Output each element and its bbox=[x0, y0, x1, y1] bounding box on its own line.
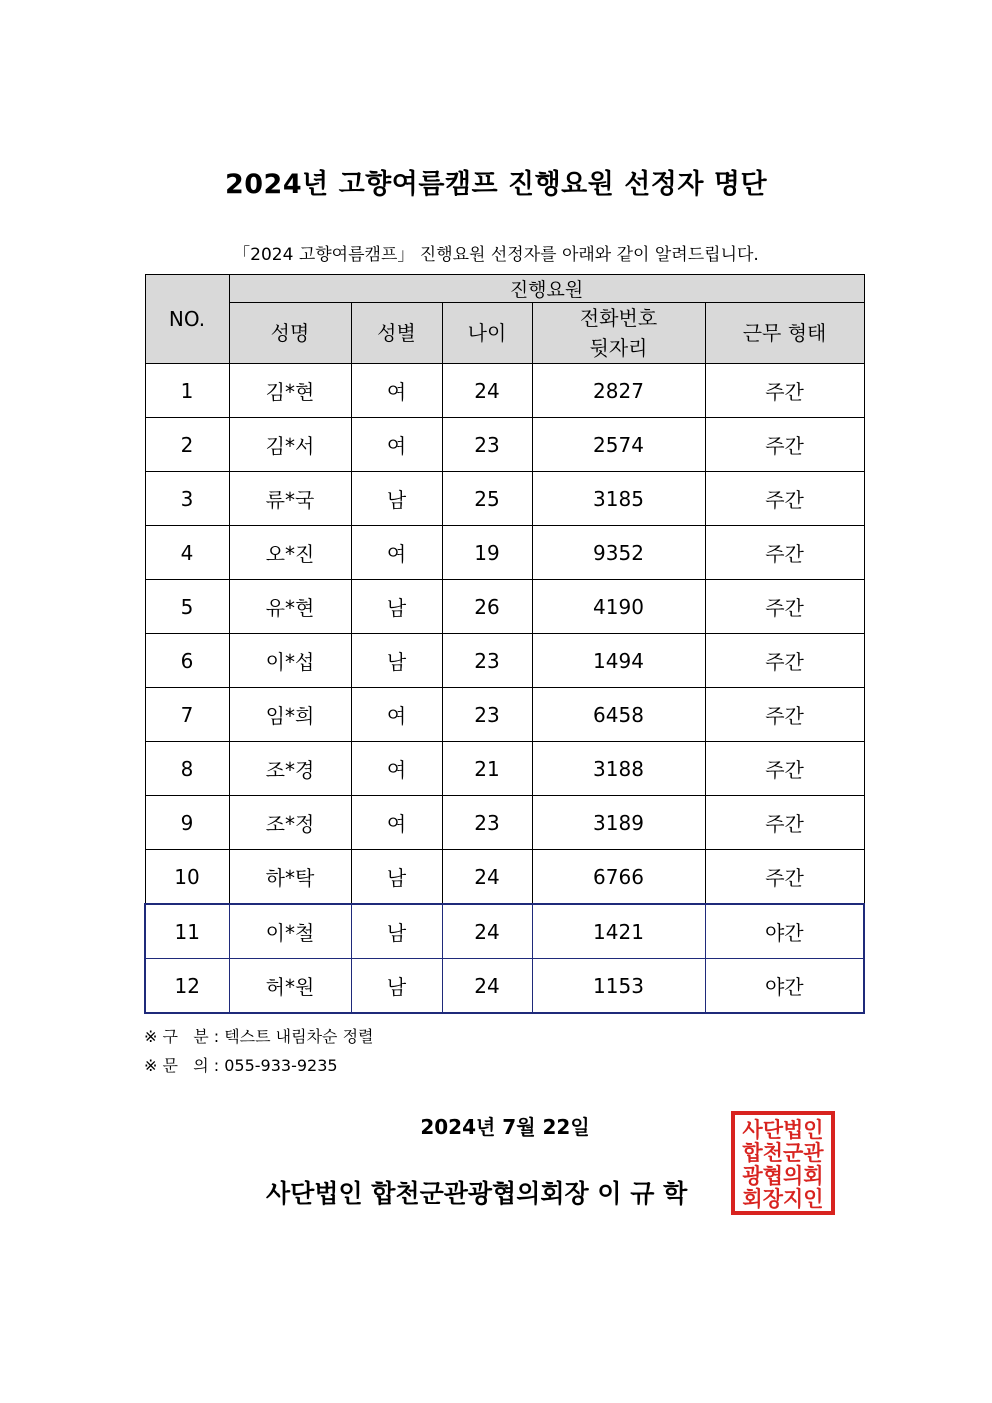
cell-work-type: 야간 bbox=[705, 904, 864, 959]
header-phone-line1: 전화번호 bbox=[579, 306, 658, 330]
staff-roster-table bbox=[144, 274, 865, 1014]
cell-age: 24 bbox=[442, 850, 532, 905]
table-row bbox=[145, 688, 864, 742]
cell-no: 3 bbox=[145, 472, 229, 526]
header-no: NO. bbox=[145, 275, 229, 364]
header-phone-line2: 뒷자리 bbox=[589, 336, 648, 360]
table-row bbox=[145, 742, 864, 796]
cell-no: 5 bbox=[145, 580, 229, 634]
table-row bbox=[145, 796, 864, 850]
cell-age: 23 bbox=[442, 796, 532, 850]
cell-work-type: 주간 bbox=[705, 418, 864, 472]
cell-name: 김*현 bbox=[229, 364, 351, 418]
cell-phone: 4190 bbox=[532, 580, 705, 634]
cell-name: 하*탁 bbox=[229, 850, 351, 905]
cell-gender: 여 bbox=[351, 418, 442, 472]
cell-age: 23 bbox=[442, 418, 532, 472]
cell-gender: 남 bbox=[351, 850, 442, 905]
cell-name: 유*현 bbox=[229, 580, 351, 634]
cell-name: 오*진 bbox=[229, 526, 351, 580]
table-row bbox=[145, 418, 864, 472]
cell-work-type: 주간 bbox=[705, 472, 864, 526]
table-row bbox=[145, 850, 864, 905]
cell-name: 이*철 bbox=[229, 904, 351, 959]
cell-age: 23 bbox=[442, 634, 532, 688]
cell-no: 12 bbox=[145, 959, 229, 1014]
cell-work-type: 주간 bbox=[705, 526, 864, 580]
cell-work-type: 주간 bbox=[705, 580, 864, 634]
header-group-staff: 진행요원 bbox=[229, 275, 864, 303]
table-row bbox=[145, 580, 864, 634]
cell-age: 25 bbox=[442, 472, 532, 526]
signature-line: 사단법인 합천군관광협의회장 이 규 학 bbox=[266, 1179, 688, 1208]
cell-work-type: 주간 bbox=[705, 796, 864, 850]
cell-age: 24 bbox=[442, 364, 532, 418]
cell-no: 7 bbox=[145, 688, 229, 742]
cell-work-type: 주간 bbox=[705, 850, 864, 905]
cell-phone: 1494 bbox=[532, 634, 705, 688]
cell-age: 23 bbox=[442, 688, 532, 742]
cell-no: 9 bbox=[145, 796, 229, 850]
cell-gender: 남 bbox=[351, 959, 442, 1014]
note-contact: ※ 문 의 : 055-933-9235 bbox=[144, 1056, 338, 1075]
cell-work-type: 야간 bbox=[705, 959, 864, 1014]
document-date: 2024년 7월 22일 bbox=[420, 1115, 590, 1139]
cell-gender: 남 bbox=[351, 472, 442, 526]
cell-phone: 2827 bbox=[532, 364, 705, 418]
header-phone bbox=[532, 303, 705, 364]
cell-no: 10 bbox=[145, 850, 229, 905]
table-row bbox=[145, 472, 864, 526]
cell-phone: 2574 bbox=[532, 418, 705, 472]
header-gender: 성별 bbox=[351, 303, 442, 364]
cell-age: 19 bbox=[442, 526, 532, 580]
header-work-type: 근무 형태 bbox=[705, 303, 864, 364]
cell-name: 임*희 bbox=[229, 688, 351, 742]
cell-phone: 6766 bbox=[532, 850, 705, 905]
cell-age: 26 bbox=[442, 580, 532, 634]
cell-age: 24 bbox=[442, 904, 532, 959]
note-sort-order: ※ 구 분 : 텍스트 내림차순 정렬 bbox=[144, 1027, 374, 1046]
cell-name: 김*서 bbox=[229, 418, 351, 472]
cell-gender: 여 bbox=[351, 364, 442, 418]
table-row bbox=[145, 364, 864, 418]
cell-gender: 여 bbox=[351, 688, 442, 742]
cell-age: 21 bbox=[442, 742, 532, 796]
cell-gender: 남 bbox=[351, 904, 442, 959]
cell-phone: 3185 bbox=[532, 472, 705, 526]
cell-phone: 6458 bbox=[532, 688, 705, 742]
document-subtitle: 「2024 고향여름캠프」 진행요원 선정자를 아래와 같이 알려드립니다. bbox=[233, 245, 759, 265]
cell-no: 4 bbox=[145, 526, 229, 580]
table-row bbox=[145, 959, 864, 1014]
cell-work-type: 주간 bbox=[705, 364, 864, 418]
cell-age: 24 bbox=[442, 959, 532, 1014]
header-name: 성명 bbox=[229, 303, 351, 364]
notes bbox=[144, 1022, 374, 1080]
cell-name: 이*섭 bbox=[229, 634, 351, 688]
cell-phone: 1153 bbox=[532, 959, 705, 1014]
cell-no: 2 bbox=[145, 418, 229, 472]
cell-work-type: 주간 bbox=[705, 742, 864, 796]
cell-work-type: 주간 bbox=[705, 688, 864, 742]
seal-text-line-1: 사단법인 bbox=[742, 1118, 824, 1142]
cell-gender: 여 bbox=[351, 796, 442, 850]
cell-phone: 9352 bbox=[532, 526, 705, 580]
cell-phone: 3188 bbox=[532, 742, 705, 796]
cell-work-type: 주간 bbox=[705, 634, 864, 688]
cell-name: 허*원 bbox=[229, 959, 351, 1014]
table-row bbox=[145, 526, 864, 580]
seal-text-line-2: 합천군관 bbox=[742, 1141, 824, 1165]
document-title: 2024년 고향여름캠프 진행요원 선정자 명단 bbox=[224, 169, 768, 200]
cell-no: 11 bbox=[145, 904, 229, 959]
cell-gender: 여 bbox=[351, 526, 442, 580]
cell-no: 8 bbox=[145, 742, 229, 796]
cell-no: 1 bbox=[145, 364, 229, 418]
seal-text-line-4: 회장지인 bbox=[742, 1187, 824, 1211]
cell-name: 조*경 bbox=[229, 742, 351, 796]
cell-phone: 3189 bbox=[532, 796, 705, 850]
table-row bbox=[145, 634, 864, 688]
cell-gender: 여 bbox=[351, 742, 442, 796]
cell-name: 조*정 bbox=[229, 796, 351, 850]
cell-gender: 남 bbox=[351, 634, 442, 688]
cell-no: 6 bbox=[145, 634, 229, 688]
header-age: 나이 bbox=[442, 303, 532, 364]
official-seal-icon bbox=[731, 1111, 835, 1215]
cell-gender: 남 bbox=[351, 580, 442, 634]
cell-name: 류*국 bbox=[229, 472, 351, 526]
table-row bbox=[145, 904, 864, 959]
seal-text-line-3: 광협의회 bbox=[742, 1164, 824, 1188]
cell-phone: 1421 bbox=[532, 904, 705, 959]
